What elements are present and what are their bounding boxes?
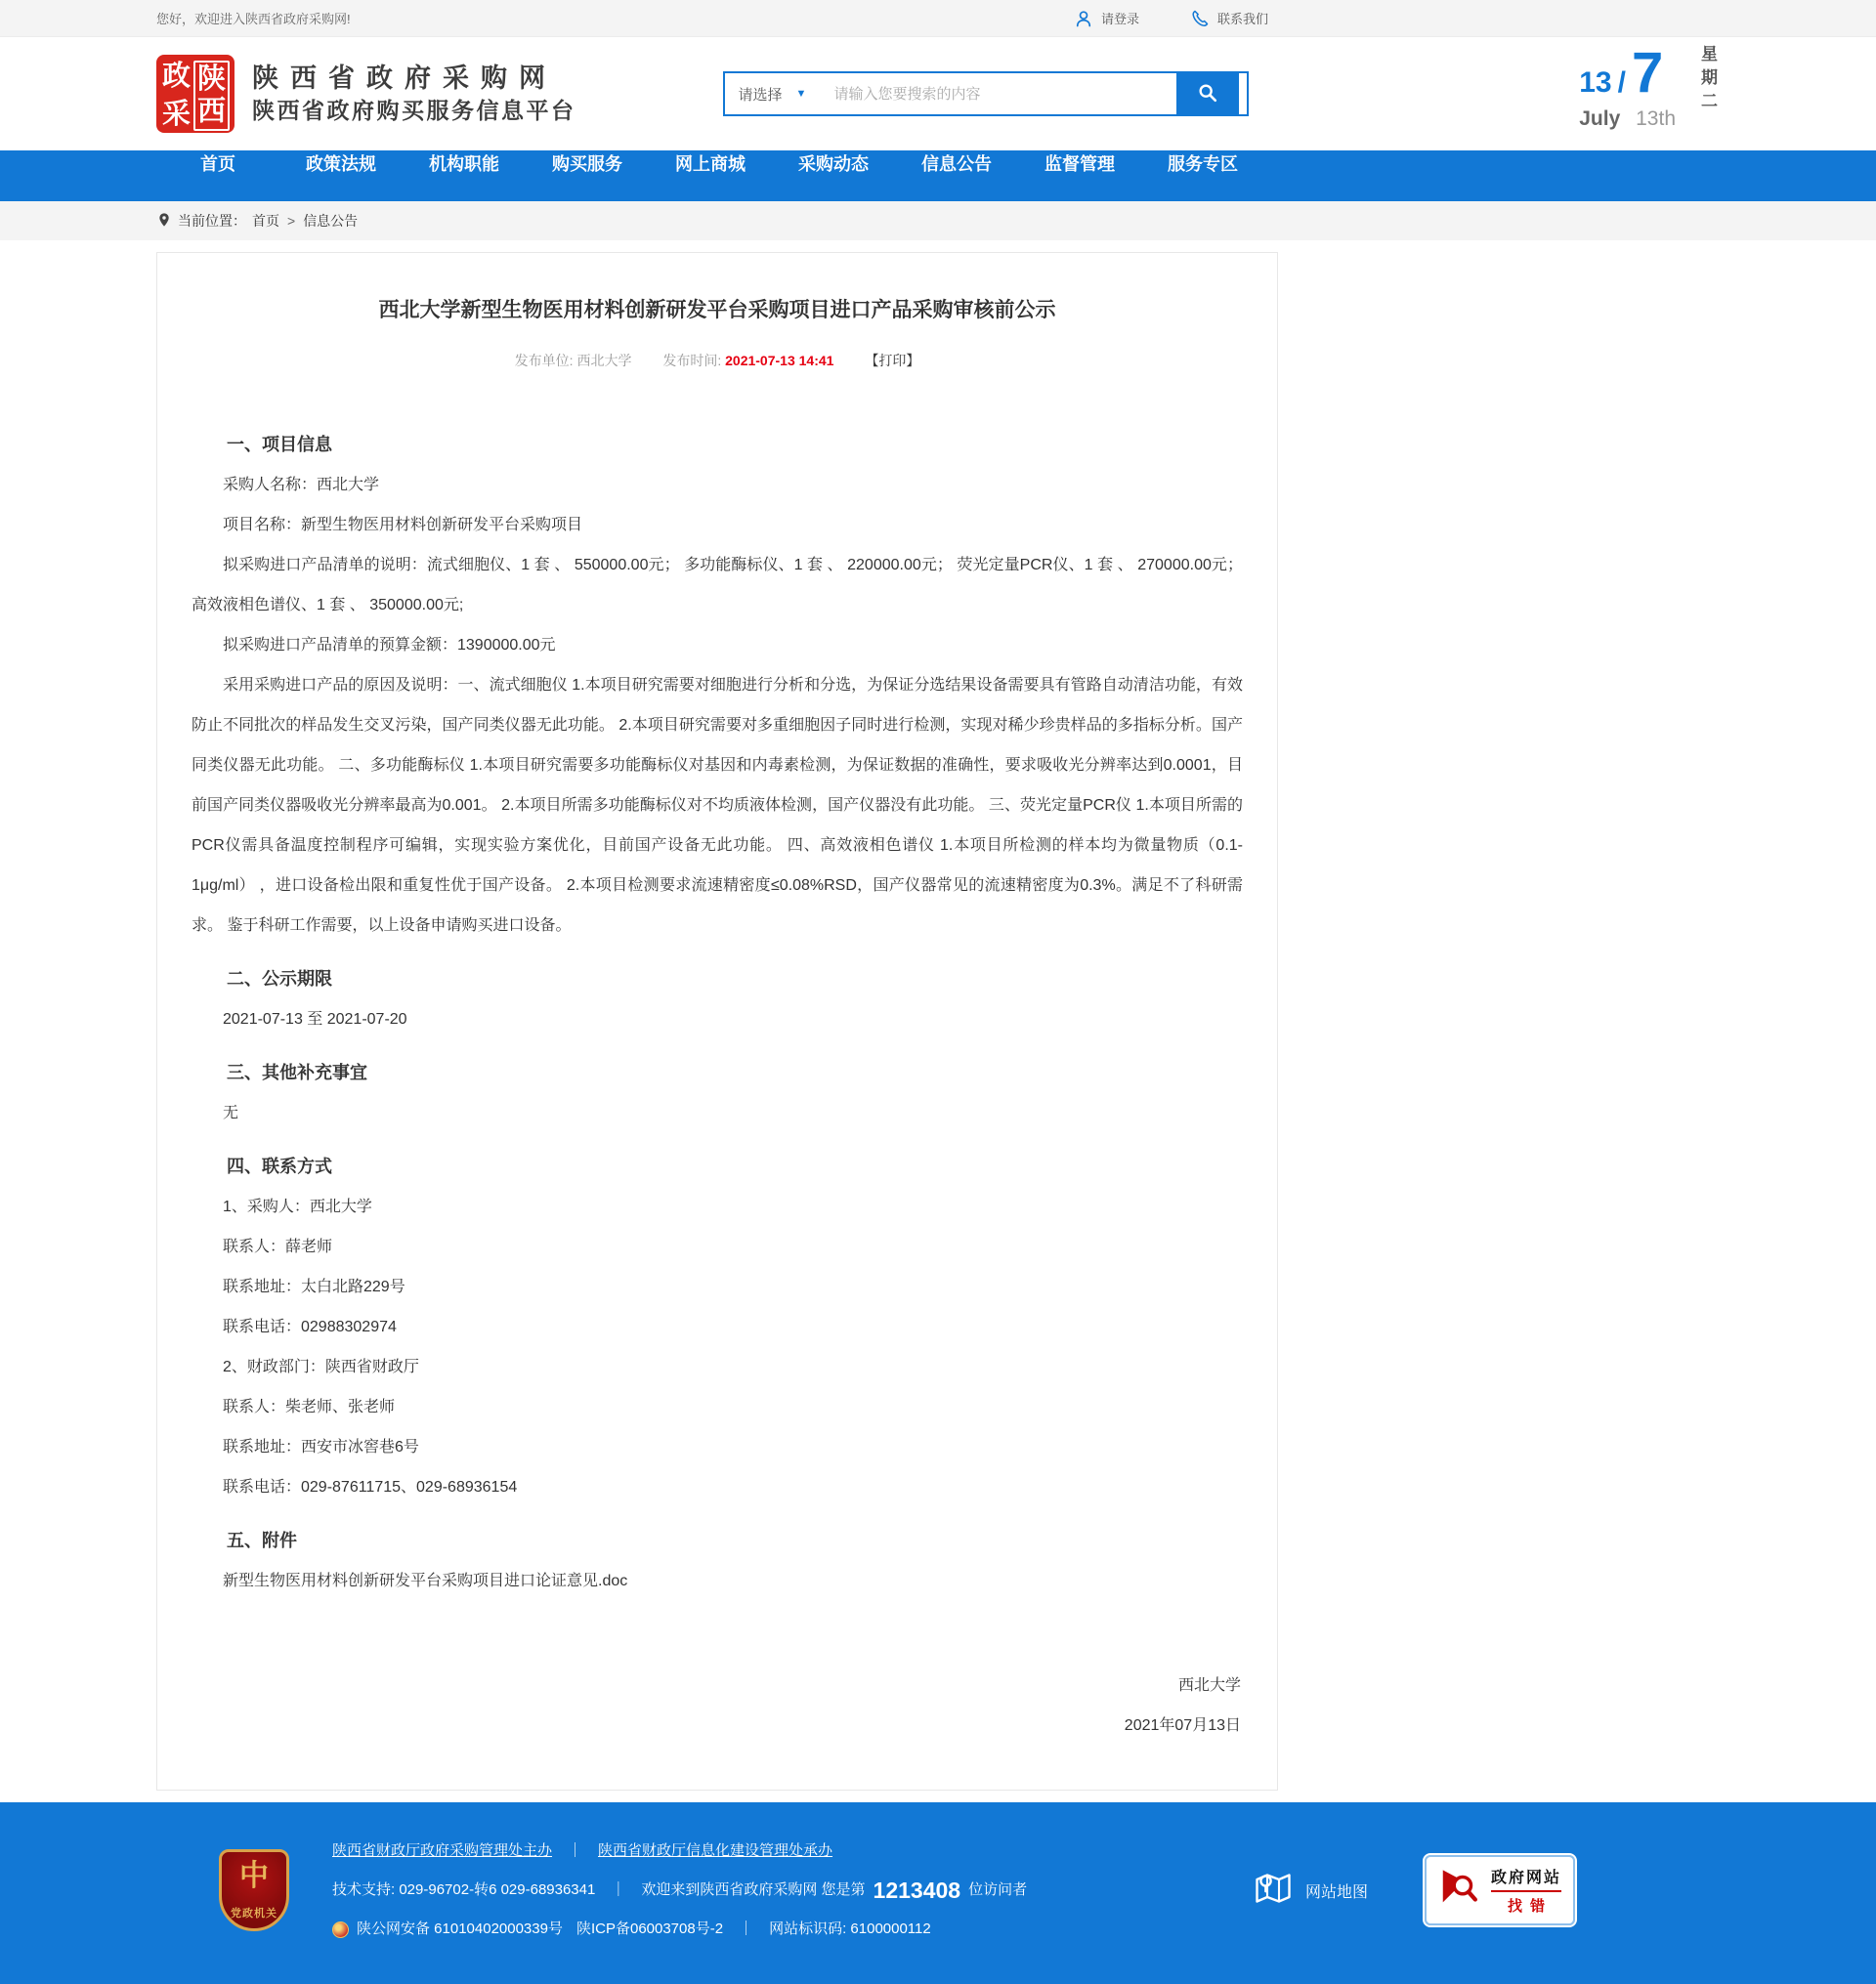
search-input[interactable] [832,73,1176,114]
gov-error-report-badge[interactable] [1425,1855,1575,1925]
signature-date: 2021年07月13日 [1124,1717,1241,1734]
footer-separator: ｜ [611,1881,626,1898]
date-day: 13 [1579,66,1612,99]
signature-org: 西北大学 [1177,1677,1241,1694]
search-select-label: 请选择 [738,86,783,104]
paragraph-import-reason: 采用采购进口产品的原因及说明：一、流式细胞仪 1.本项目研究需要对细胞进行分析和分选，为保证分选结果设备需要具有管路自动清洁功能，有效防止不同批次的样品发生交叉污染，国产同类仪器无此功能。 2.本项目研究需要对多重细胞因子同时进行检测，实现对稀少珍贵样品的多指标分析。国产同类仪器无此功能。 二、多功能酶标仪 1.本项目研究需要多功能酶标仪对基因和内毒素检测，为保证数据的准确性，要求吸收光分辨率达到0.0001，目前国产同类仪器吸收光分辨率最高为0.001。 2.本项目所需多功能酶标仪对不均质液体检测，国产仪器没有此功能。 三、荧光定量PCR仪 1.本项目所需的PCR仪需具备温度控制程序可编辑，实现实验方案优化，目前国产设备无此功能。 四、高效液相色谱仪 1.本项目所检测的样本均为微量物质（0.1-1μg/ml） ，进口设备检出限和重复性优于国产设备。 2.本项目检测要求流速精密度≤0.08%RSD，国产仪器常见的流速精密度为0.3%。满足不了科研需求。 鉴于科研工作需要，以上设备申请购买进口设备。 [192,677,1243,934]
date-month: 7 [1631,41,1664,105]
nav-item-home[interactable]: 首页 [200,154,235,174]
location-pin-icon [156,212,172,231]
site-titles [252,62,576,126]
nav-item-procurement-news[interactable]: 采购动态 [798,154,869,174]
search-icon [1197,82,1218,106]
nav-item-policies[interactable]: 政策法规 [306,154,376,174]
site-footer [0,1802,1876,1984]
paragraph-purchaser-name: 采购人名称：西北大学 [223,477,380,493]
security-badge-icon [332,1921,349,1938]
publish-time-label: 发布时间: [662,353,722,368]
site-header [0,37,1876,150]
login-label: 请登录 [1100,12,1139,26]
footer-separator: ｜ [739,1921,754,1937]
user-icon [1074,9,1093,28]
welcome-text: 您好，欢迎进入陕西省政府采购网! [156,12,351,26]
paragraph-other-matters: 无 [223,1105,239,1121]
login-link[interactable] [1074,9,1139,28]
error-report-icon [1438,1866,1481,1916]
paragraph-project-name: 项目名称：新型生物医用材料创新研发平台采购项目 [223,517,583,533]
date-weekday: 星期二 [1698,45,1717,115]
paragraph-budget: 拟采购进口产品清单的预算金额：1390000.00元 [223,637,556,654]
visitor-count: 1213408 [873,1878,961,1903]
nav-item-service-zone[interactable]: 服务专区 [1168,154,1238,174]
breadcrumb-home[interactable]: 首页 [252,213,279,229]
attachment-link[interactable]: 新型生物医用材料创新研发平台采购项目进口论证意见.doc [223,1573,628,1589]
announcement-card [156,252,1278,1791]
site-logo[interactable] [156,55,234,133]
error-badge-title: 政府网站 [1491,1865,1561,1892]
icp-record-link[interactable]: 陕ICP备06003708号-2 [576,1921,724,1937]
contact-label: 联系我们 [1216,12,1268,26]
paragraph-contact-person-2: 联系人：柴老师、张老师 [223,1399,396,1415]
paragraph-publicity-period: 2021-07-13 至 2021-07-20 [223,1011,407,1028]
site-title: 陕西省政府采购网 [252,63,557,93]
paragraph-contact-phone-1: 联系电话：02988302974 [223,1319,397,1335]
section-heading-publicity-period: 二、公示期限 [227,969,332,989]
phone-icon [1190,9,1210,28]
publisher-value: 西北大学 [576,353,632,368]
publisher-label: 发布单位: [514,353,574,368]
paragraph-contact-purchaser: 1、采购人：西北大学 [223,1199,372,1215]
main-navigation [0,150,1876,201]
nav-item-online-mall[interactable]: 网上商城 [675,154,746,174]
contact-link[interactable] [1190,9,1268,28]
paragraph-contact-phone-2: 联系电话：029-87611715、029-68936154 [223,1479,518,1496]
top-utility-bar [0,0,1876,37]
logo-char: 采 [162,99,192,130]
print-button[interactable]: 【打印】 [865,353,920,368]
section-heading-contact: 四、联系方式 [227,1157,332,1176]
footer-text-block [332,1832,1027,1949]
caret-down-icon: ▼ [795,88,807,100]
search-box [723,71,1249,116]
paragraph-contact-person-1: 联系人：薛老师 [223,1239,333,1255]
logo-char: 西 [197,96,227,127]
date-separator: / [1617,66,1626,99]
sitemap-label: 网站地图 [1304,1883,1368,1901]
search-category-select[interactable] [725,84,832,105]
section-heading-attachment: 五、附件 [227,1531,297,1550]
paragraph-contact-address-2: 联系地址：西安市冰窖巷6号 [223,1439,419,1456]
footer-separator: ｜ [568,1842,583,1859]
publish-time-value: 2021-07-13 14:41 [725,353,834,368]
breadcrumb-separator: > [287,213,296,229]
emblem-label: 党政机关 [231,1908,277,1920]
breadcrumb-label: 当前位置： [178,213,246,229]
article-meta [192,351,1243,370]
logo-char: 陕 [197,63,227,95]
nav-item-announcements[interactable]: 信息公告 [921,154,992,174]
map-icon [1253,1868,1294,1914]
date-month-name: July [1579,107,1621,130]
main-content [0,240,1876,1802]
footer-organizer-link[interactable]: 陕西省财政厅政府采购管理处主办 [332,1842,553,1859]
paragraph-contact-address-1: 联系地址：太白北路229号 [223,1279,405,1295]
footer-co-organizer-link[interactable]: 陕西省财政厅信息化建设管理处承办 [598,1842,833,1859]
sitemap-link[interactable] [1253,1868,1368,1914]
error-badge-subtitle: 找错 [1507,1898,1553,1915]
date-ordinal: 13th [1636,107,1676,130]
article-body [192,425,1243,1601]
police-record-link[interactable]: 陕公网安备 61010402000339号 [357,1921,563,1937]
date-widget [1579,41,1720,143]
paragraph-finance-dept: 2、财政部门：陕西省财政厅 [223,1359,419,1375]
search-button[interactable] [1176,73,1239,114]
nav-item-purchase-services[interactable]: 购买服务 [552,154,622,174]
topbar-links [1074,9,1268,28]
nav-item-supervision[interactable]: 监督管理 [1045,154,1115,174]
footer-tech-support: 技术支持: 029-96702-转6 029-68936341 [332,1881,596,1898]
paragraph-import-list: 拟采购进口产品清单的说明：流式细胞仪、1 套 、 550000.00元； 多功能酶标仪、1 套 、 220000.00元； 荧光定量PCR仪、1 套 、 270000.00元； 高效液相色谱仪、1 套 、 350000.00元; [192,557,1243,613]
site-code: 网站标识码: 6100000112 [769,1921,931,1937]
footer-visitor-suffix: 位访问者 [968,1881,1028,1898]
article-signature [192,1666,1243,1746]
footer-right-block [1253,1855,1575,1925]
logo-char: 政 [162,61,192,92]
page-title: 西北大学新型生物医用材料创新研发平台采购项目进口产品采购审核前公示 [378,299,1056,321]
section-heading-other-matters: 三、其他补充事宜 [227,1063,367,1082]
party-gov-emblem [219,1849,289,1931]
breadcrumb-bar [0,201,1876,240]
emblem-glyph: 中 [239,1860,269,1892]
site-subtitle: 陕西省政府购买服务信息平台 [252,98,576,123]
section-heading-project-info: 一、项目信息 [227,435,332,454]
logo-right-column [193,61,230,131]
logo-left-column [162,61,191,131]
nav-item-functions[interactable]: 机构职能 [429,154,499,174]
breadcrumb-current: 信息公告 [303,213,359,229]
footer-visitor-prefix: 欢迎来到陕西省政府采购网 您是第 [641,1881,866,1898]
